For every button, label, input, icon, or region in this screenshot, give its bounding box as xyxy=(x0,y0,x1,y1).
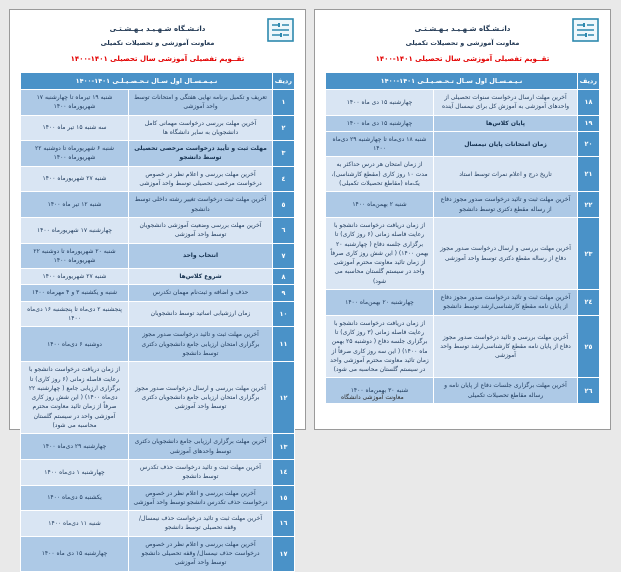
row-description: آخرین مهلت برگزاری ارزیابی جامع دانشجویان دکتری توسط واحدهای آموزشی xyxy=(129,434,273,460)
row-number: ١٣ xyxy=(273,434,295,460)
row-number: ٣ xyxy=(273,141,295,167)
row-number: ١٥ xyxy=(273,485,295,511)
row-date: شنبه ۲ بهمن‌ماه ۱۴۰۰ xyxy=(326,192,434,218)
calendar-table-row xyxy=(21,192,295,218)
calendar-table-row xyxy=(21,434,295,460)
calendar-title: تقــویم تفصیلی آموزشی سال تحصیلی ۱۴۰۱-۱۴۰۰ xyxy=(70,55,245,63)
page-header xyxy=(10,10,305,63)
row-description: آخرین مهلت ثبت و تائید درخواست حذف نیمسال/ وقفه تحصیلی توسط دانشجو xyxy=(129,511,273,537)
row-description: آخرین مهلت بررسی وضعیت آموزشی دانشجویان توسط واحد آموزشی xyxy=(129,217,273,243)
row-date: چهارشنبه ۲۹ دی‌ماه ۱۴۰۰ xyxy=(21,434,129,460)
row-number: ٤ xyxy=(273,166,295,192)
calendar-page-right xyxy=(314,9,611,430)
row-date: شنبه ۱۸ دی‌ماه تا چهارشنبه ۲۹ دی‌ماه ۱۴۰۰ xyxy=(326,131,434,157)
row-number-column-header: ردیف xyxy=(273,73,295,90)
calendar-table-row xyxy=(21,511,295,537)
row-date: دوشنبه ۶ دی‌ماه ۱۴۰۰ xyxy=(21,327,129,362)
calendar-table-row xyxy=(21,536,295,571)
row-date: یکشنبه ۵ دی‌ماه ۱۴۰۰ xyxy=(21,485,129,511)
calendar-table-row xyxy=(326,115,600,131)
calendar-table-row xyxy=(21,485,295,511)
row-description: آخرین مهلت ارسال درخواست سنوات تحصیلی از واحدهای آموزشی به آموزش کل برای نیمسال آینده xyxy=(434,90,578,116)
calendar-table-row xyxy=(326,157,600,192)
row-date: چهارشنبه ۲۰ بهمن‌ماه ۱۴۰۰ xyxy=(326,290,434,316)
calendar-table-row xyxy=(21,327,295,362)
row-description: آخرین مهلت بررسی و اعلام نظر در خصوص درخواست حذف نیمسال/ وقفه تحصیلی دانشجو توسط واحد آموزشی xyxy=(129,536,273,571)
calendar-table-row xyxy=(21,115,295,141)
row-description: آخرین مهلت ثبت و تائید درخواست صدور مجوز دفاع از پایان نامه مقطع کارشناسی‌ارشد توسط دانشجو xyxy=(434,290,578,316)
page-body xyxy=(10,72,305,572)
university-name: دانـشـگاه شـهـیـد بـهـشـتـی xyxy=(109,25,206,33)
department-name: معاونت آموزشی و تحصیلات تکمیلی xyxy=(100,39,215,47)
row-date: شنبه ۲۰ شهریورماه تا دوشنبه ۲۲ شهریورماه ۱۴۰۰ xyxy=(21,243,129,269)
row-description: شروع کلاس‌ها xyxy=(129,269,273,285)
row-date: چهارشنبه ۱۵ دی ماه ۱۴۰۰ xyxy=(326,115,434,131)
row-description: تاریخ درج و اعلام نمرات توسط استاد xyxy=(434,157,578,192)
row-description: آخرین مهلت برگزاری جلسات دفاع از پایان نامه و رساله مقاطع تحصیلات تکمیلی xyxy=(434,378,578,404)
row-number: ١٢ xyxy=(273,362,295,434)
calendar-table-row xyxy=(21,90,295,116)
row-description: آخرین مهلت بررسی و ارسال درخواست صدور مجوز برگزاری امتحان ارزیابی جامع دانشجویان دکتری توسط واحد آموزشی xyxy=(129,362,273,434)
row-date: پنجشنبه ۲ دی‌ماه تا پنجشنبه ۱۶ دی‌ماه ۱۴۰۰ xyxy=(21,301,129,327)
calendar-table-row xyxy=(21,217,295,243)
row-date: شنبه ۲۷ شهریورماه ۱۴۰۰ xyxy=(21,269,129,285)
row-number: ١١ xyxy=(273,327,295,362)
calendar-table-left xyxy=(20,72,295,572)
row-date: از زمان دریافت درخواست دانشجو با رعایت فاصله زمانی (۶ روز کاری) تا برگزاری جلسه دفاع ( چهارشنبه ۲۰ بهمن ۱۴۰۰) ( این شش روز کاری صرفاً از زمان تائید معاونت محترم آموزشی واحد در سیستم گلستان محاسبه می شود) xyxy=(326,217,434,289)
university-logo-icon xyxy=(267,18,294,42)
table-header-row xyxy=(326,73,600,90)
row-date: از زمان دریافت درخواست دانشجو با رعایت فاصله زمانی (۳ روز کاری) تا برگزاری جلسه دفاع ( دوشنبه ۲۵ بهمن ماه ۱۴۰۰) ( این سه روز کاری صرفاً از زمان تائید معاونت محترم آموزشی واحد در سیستم گلستان محاسبه می شود) xyxy=(326,315,434,378)
department-name: معاونت آموزشی و تحصیلات تکمیلی xyxy=(405,39,520,47)
row-description: زمان امتحانات پایان نیمسال xyxy=(434,131,578,157)
university-name: دانـشـگاه شـهـیـد بـهـشـتـی xyxy=(414,25,511,33)
calendar-table-row xyxy=(21,459,295,485)
row-date: شنبه ۲۷ شهریورماه ۱۴۰۰ xyxy=(21,166,129,192)
row-description: آخرین مهلت ثبت و تائید درخواست صدور مجوز برگزاری امتحان ارزیابی جامع دانشجویان دکتری توسط دانشجو xyxy=(129,327,273,362)
row-date: از زمان امتحان هر درس حداکثر به مدت ۱۰ روز کاری (مقطع کارشناسی)، یک‌ماه (مقاطع تحصیلات تکمیلی) xyxy=(326,157,434,192)
row-date: شنبه و یکشنبه ۳ و ۴ مهرماه ۱۴۰۰ xyxy=(21,285,129,301)
calendar-table-row xyxy=(326,131,600,157)
row-description: آخرین مهلت بررسی و ارسال درخواست صدور مجوز دفاع از رساله مقطع دکتری توسط واحد آموزشی xyxy=(434,217,578,289)
row-number: ١٠ xyxy=(273,301,295,327)
row-date: چهارشنبه ۱۵ دی ماه ۱۴۰۰ xyxy=(326,90,434,116)
calendar-table-row xyxy=(21,141,295,167)
row-number: ٢٤ xyxy=(578,290,600,316)
calendar-page-left xyxy=(9,9,306,567)
university-logo-icon xyxy=(572,18,599,42)
row-description: آخرین مهلت ثبت درخواست تغییر رشته داخلی توسط دانشجو xyxy=(129,192,273,218)
row-number: ١٦ xyxy=(273,511,295,537)
calendar-table-row xyxy=(326,192,600,218)
semester-header: نـیـمـسـال اول سـال تـحـصـیـلـی ۱۴۰۱-۱۴۰۰ xyxy=(21,73,273,90)
row-number: ٢٣ xyxy=(578,217,600,289)
row-number: ١٩ xyxy=(578,115,600,131)
row-number: ٢ xyxy=(273,115,295,141)
row-description: تعریف و تکمیل برنامه نهایی هفتگی و امتحانات توسط واحد آموزشی xyxy=(129,90,273,116)
row-number: ٢٥ xyxy=(578,315,600,378)
calendar-table-row xyxy=(326,315,600,378)
calendar-table-row xyxy=(326,290,600,316)
row-date: شنبه ۱۹ تیرماه تا چهارشنبه ۱۷ شهریورماه ۱۴۰۰ xyxy=(21,90,129,116)
row-date: شنبه ۶ شهریورماه تا دوشنبه ۲۲ شهریورماه ۱۴۰۰ xyxy=(21,141,129,167)
row-description: آخرین مهلت ثبت و تائید درخواست صدور مجوز دفاع از رساله مقطع دکتری توسط دانشجو xyxy=(434,192,578,218)
row-description: آخرین مهلت بررسی و اعلام نظر در خصوص درخواست مرخصی تحصیلی توسط واحد آموزشی xyxy=(129,166,273,192)
calendar-table-row xyxy=(21,166,295,192)
row-number: ١٧ xyxy=(273,536,295,571)
row-number: ٢٠ xyxy=(578,131,600,157)
row-description: زمان ارزشیابی اساتید توسط دانشجویان xyxy=(129,301,273,327)
row-number: ١٤ xyxy=(273,459,295,485)
row-number: ٢٦ xyxy=(578,378,600,404)
row-number: ٢١ xyxy=(578,157,600,192)
calendar-table-row xyxy=(21,301,295,327)
semester-header: نـیـمـسـال اول سـال تـحـصـیـلـی ۱۴۰۱-۱۴۰۰ xyxy=(326,73,578,90)
row-description: پایان کلاس‌ها xyxy=(434,115,578,131)
calendar-table-row xyxy=(326,90,600,116)
calendar-table-row xyxy=(326,217,600,289)
row-number: ١ xyxy=(273,90,295,116)
row-description: آخرین مهلت بررسی درخواست مهمانی کامل دانشجویان به سایر دانشگاه ها xyxy=(129,115,273,141)
table-header-row xyxy=(21,73,295,90)
row-date: از زمان دریافت درخواست دانشجو با رعایت فاصله زمانی (۶ روز کاری) تا برگزاری ارزیابی جامع ( چهارشنبه ۲۲ دی‌ماه ۱۴۰۰) ( این شش روز کاری صرفاً از زمان تائید معاونت محترم آموزشی واحد در سیستم گلستان محاسبه می شود) xyxy=(21,362,129,434)
row-number: ٨ xyxy=(273,269,295,285)
row-date: چهارشنبه ۱۷ شهریورماه ۱۴۰۰ xyxy=(21,217,129,243)
row-description: آخرین مهلت بررسی و اعلام نظر در خصوص درخواست حذف تکدرس دانشجو توسط واحد آموزشی xyxy=(129,485,273,511)
row-date: چهارشنبه ۱۵ دی ماه ۱۴۰۰ xyxy=(21,536,129,571)
calendar-table-row xyxy=(21,269,295,285)
row-description: مهلت ثبت و تأیید درخواست مرخصی تحصیلی توسط دانشجو xyxy=(129,141,273,167)
calendar-title: تقــویم تفصیلی آموزشی سال تحصیلی ۱۴۰۱-۱۴۰۰ xyxy=(375,55,550,63)
calendar-table-row xyxy=(21,285,295,301)
row-description: حذف و اضافه و ثبت‌نام مهمان تکدرس xyxy=(129,285,273,301)
row-number: ٦ xyxy=(273,217,295,243)
row-date: سه شنبه ۱۵ تیر ماه ۱۴۰۰ xyxy=(21,115,129,141)
row-description: انتخاب واحد xyxy=(129,243,273,269)
row-number: ٧ xyxy=(273,243,295,269)
row-number: ٥ xyxy=(273,192,295,218)
row-number: ١٨ xyxy=(578,90,600,116)
row-number-column-header: ردیف xyxy=(578,73,600,90)
calendar-table-row xyxy=(21,362,295,434)
row-date: چهارشنبه ۱ دی‌ماه ۱۴۰۰ xyxy=(21,459,129,485)
row-number: ٢٢ xyxy=(578,192,600,218)
row-description: آخرین مهلت ثبت و تائید درخواست حذف تکدرس توسط دانشجو xyxy=(129,459,273,485)
row-date: شنبه ۱۱ دی‌ماه ۱۴۰۰ xyxy=(21,511,129,537)
row-date: شنبه ۳۰ بهمن‌ماه ۱۴۰۰ xyxy=(326,378,434,404)
calendar-table-right xyxy=(325,72,600,404)
row-number: ٩ xyxy=(273,285,295,301)
row-date: شنبه ۱۲ تیر ماه ۱۴۰۰ xyxy=(21,192,129,218)
page-footer: معاونت آموزشی دانشگاه xyxy=(341,394,404,401)
row-description: آخرین مهلت بررسی و تائید درخواست صدور مجوز دفاع از پایان نامه مقطع کارشناسی‌ارشد توسط واحد آموزشی xyxy=(434,315,578,378)
page-body xyxy=(315,72,610,404)
page-header xyxy=(315,10,610,63)
calendar-table-row xyxy=(21,243,295,269)
